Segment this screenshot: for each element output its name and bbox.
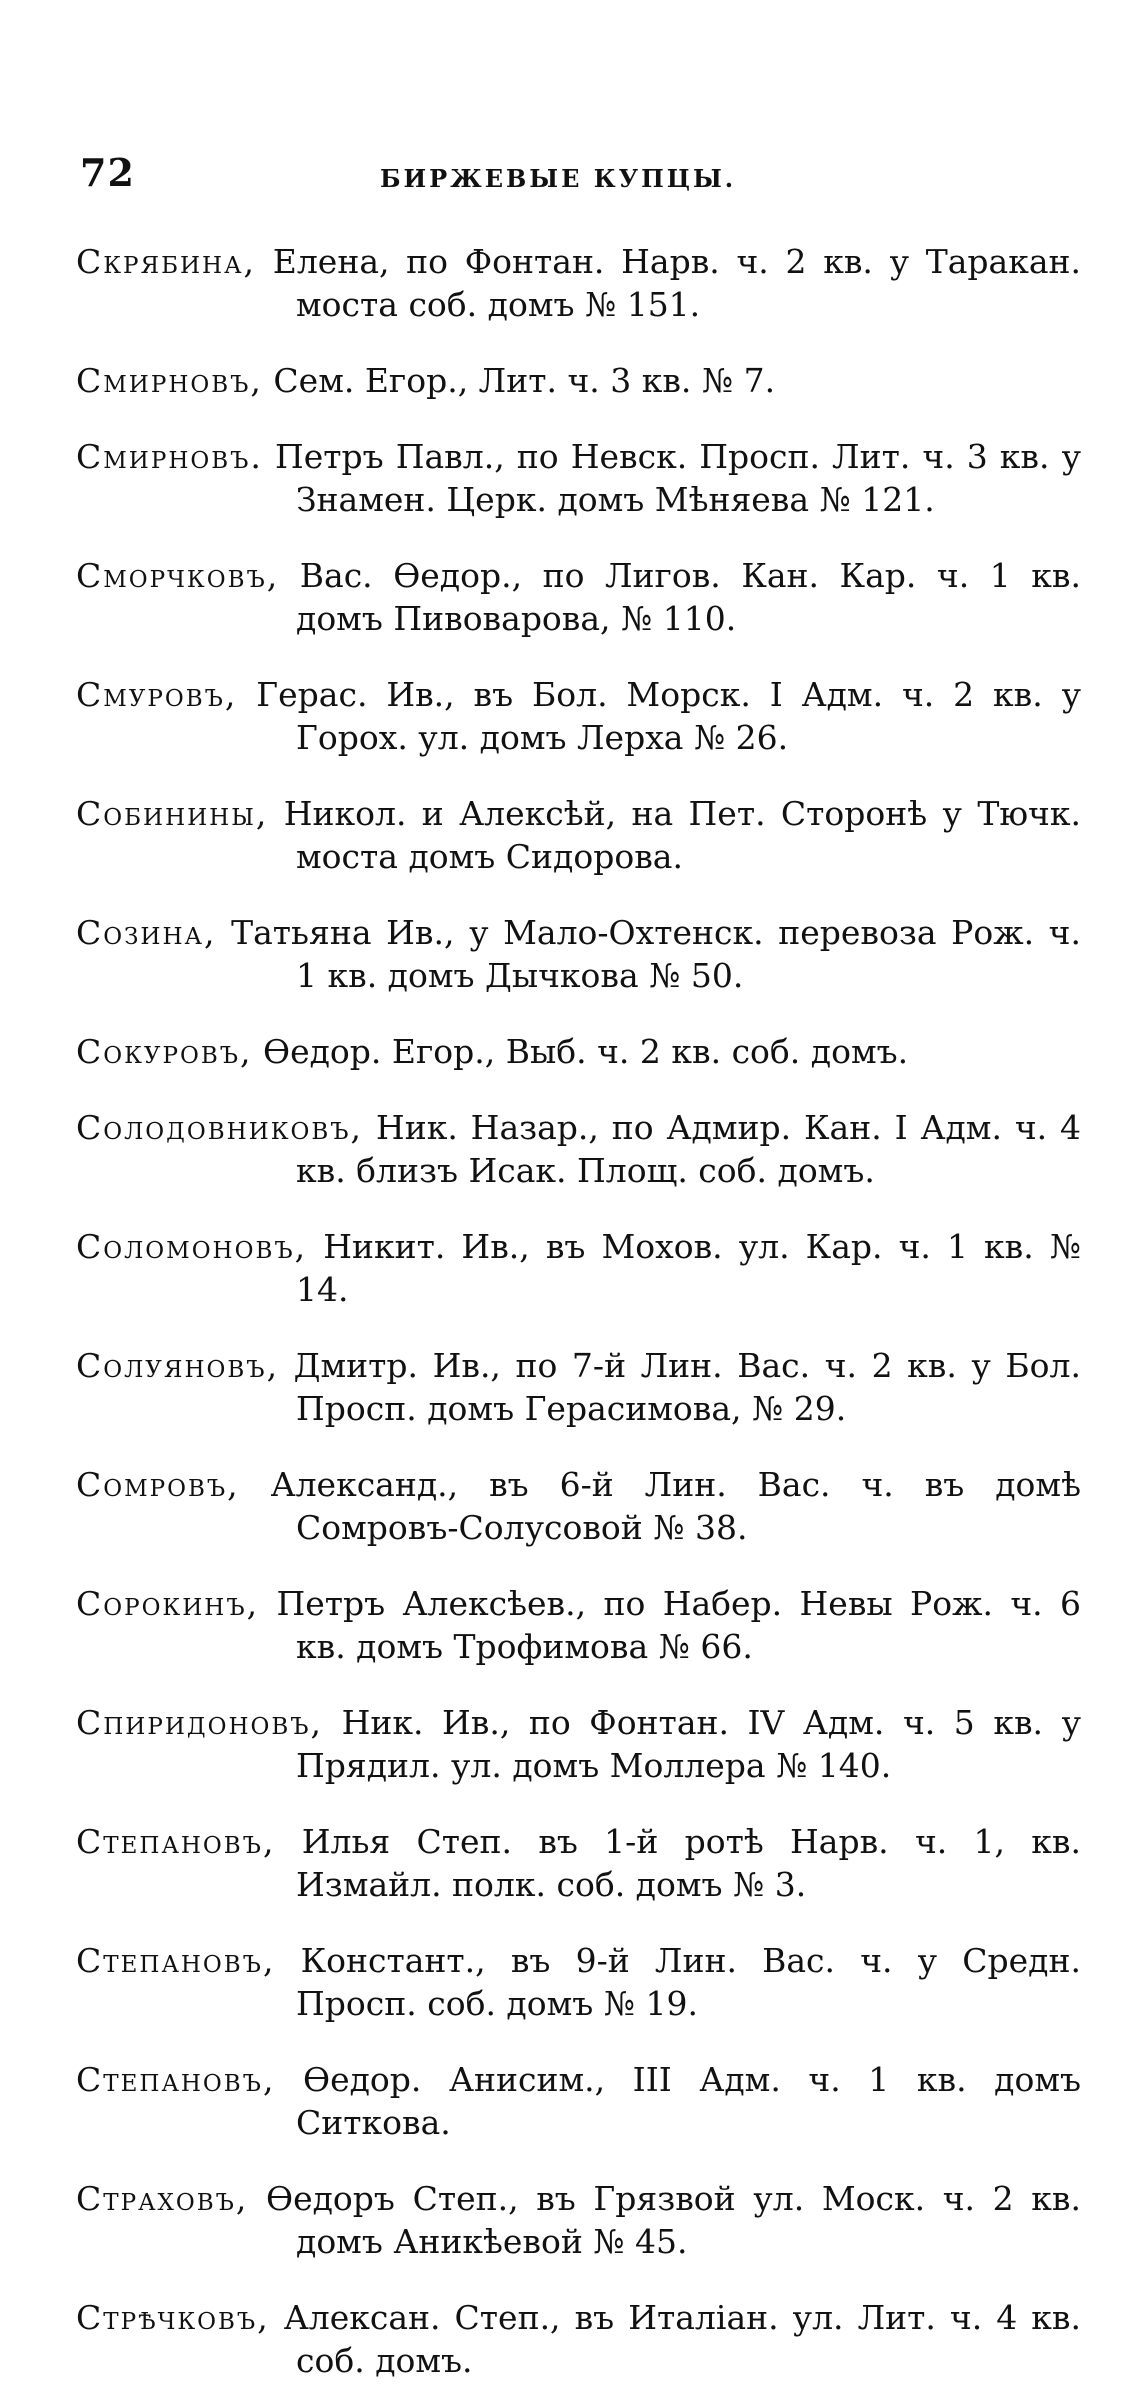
directory-entry: [76, 1463, 1081, 1549]
entry-surname: Сокуровъ,: [76, 1032, 253, 1071]
entry-details: Ѳедор. Егор., Выб. ч. 2 кв. соб. домъ.: [252, 1032, 909, 1071]
directory-entry: [76, 1582, 1081, 1668]
directory-entry: [76, 792, 1081, 878]
page-header: [80, 150, 1080, 210]
directory-entry: [76, 1225, 1081, 1311]
directory-entry: [76, 911, 1081, 997]
entry-surname: Собинины,: [76, 794, 269, 833]
entry-surname: Смуровъ,: [76, 675, 238, 714]
entry-details: Сем. Егор., Лит. ч. 3 кв. № 7.: [262, 361, 776, 400]
entry-details: Ник. Ив., по Фонтан. IV Адм. ч. 5 кв. у Прядил. ул. домъ Моллера № 140.: [296, 1703, 1081, 1785]
entry-details: Ѳедор. Анисим., III Адм. ч. 1 кв. домъ Ситкова.: [275, 2060, 1081, 2142]
entry-details: Ник. Назар., по Адмир. Кан. I Адм. ч. 4 кв. близъ Исак. Площ. соб. домъ.: [296, 1108, 1081, 1190]
directory-entry: [76, 1030, 1081, 1073]
directory-entry: [76, 2058, 1081, 2144]
entry-surname: Стрѣчковъ,: [76, 2298, 270, 2337]
directory-entry: [76, 673, 1081, 759]
entry-details: Петръ Алексѣев., по Набер. Невы Рож. ч. 6 кв. домъ Трофимова № 66.: [259, 1584, 1081, 1666]
entry-details: Ѳедоръ Степ., въ Грязвой ул. Моск. ч. 2 кв. домъ Аникѣевой № 45.: [248, 2179, 1081, 2261]
directory-entry: [76, 435, 1081, 521]
page-number: 72: [80, 150, 135, 195]
entry-surname: Сморчковъ,: [76, 556, 280, 595]
entry-details: Алексан. Степ., въ Италіан. ул. Лит. ч. 4 кв. соб. домъ.: [269, 2298, 1081, 2380]
entry-surname: Степановъ,: [76, 1941, 276, 1980]
entry-details: Татьяна Ив., у Мало-Охтенск. перевоза Рож. ч. 1 кв. домъ Дычкова № 50.: [216, 913, 1081, 995]
entry-surname: Солодовниковъ,: [76, 1108, 364, 1147]
entry-surname: Соломоновъ,: [76, 1227, 308, 1266]
entry-details: Герас. Ив., въ Бол. Морск. I Адм. ч. 2 кв. у Горох. ул. домъ Лерха № 26.: [237, 675, 1081, 757]
directory-entry: [76, 554, 1081, 640]
directory-entry: [76, 1939, 1081, 2025]
entry-surname: Страховъ,: [76, 2179, 249, 2218]
entry-surname: Смирновъ,: [76, 361, 263, 400]
entry-surname: Сомровъ,: [76, 1465, 240, 1504]
directory-entry: [76, 240, 1081, 326]
directory-entry: [76, 359, 1081, 402]
entry-surname: Сорокинъ,: [76, 1584, 260, 1623]
entry-details: Вас. Ѳедор., по Лигов. Кан. Кар. ч. 1 кв. домъ Пивоварова, № 110.: [279, 556, 1081, 638]
entry-surname: Степановъ,: [76, 2060, 276, 2099]
merchant-directory-list: [76, 240, 1081, 2384]
running-title: БИРЖЕВЫЕ КУПЦЫ.: [380, 164, 737, 193]
entry-surname: Степановъ,: [76, 1822, 276, 1861]
entry-details: Петръ Павл., по Невск. Просп. Лит. ч. 3 кв. у Знамен. Церк. домъ Мѣняева № 121.: [262, 437, 1081, 519]
directory-entry: [76, 2296, 1081, 2382]
directory-entry: [76, 2177, 1081, 2263]
entry-surname: Созина,: [76, 913, 217, 952]
entry-surname: Скрябина,: [76, 242, 257, 281]
entry-details: Илья Степ. въ 1-й ротѣ Нарв. ч. 1, кв. Измайл. полк. соб. домъ № 3.: [275, 1822, 1081, 1904]
directory-entry: [76, 1344, 1081, 1430]
entry-details: Елена, по Фонтан. Нарв. ч. 2 кв. у Таракан. моста соб. домъ № 151.: [256, 242, 1081, 324]
entry-details: Александ., въ 6-й Лин. Вас. ч. въ домѣ Сомровъ-Солусовой № 38.: [239, 1465, 1081, 1547]
entry-details: Никит. Ив., въ Мохов. ул. Кар. ч. 1 кв. № 14.: [296, 1227, 1081, 1309]
directory-entry: [76, 1701, 1081, 1787]
entry-surname: Солуяновъ,: [76, 1346, 280, 1385]
directory-entry: [76, 1106, 1081, 1192]
entry-surname: Спиридоновъ,: [76, 1703, 324, 1742]
entry-details: Никол. и Алексѣй, на Пет. Сторонѣ у Тючк. моста домъ Сидорова.: [268, 794, 1081, 876]
entry-details: Дмитр. Ив., по 7-й Лин. Вас. ч. 2 кв. у Бол. Просп. домъ Герасимова, № 29.: [279, 1346, 1081, 1428]
entry-details: Констант., въ 9-й Лин. Вас. ч. у Средн. Просп. соб. домъ № 19.: [275, 1941, 1081, 2023]
directory-entry: [76, 1820, 1081, 1906]
entry-surname: Смирновъ.: [76, 437, 263, 476]
